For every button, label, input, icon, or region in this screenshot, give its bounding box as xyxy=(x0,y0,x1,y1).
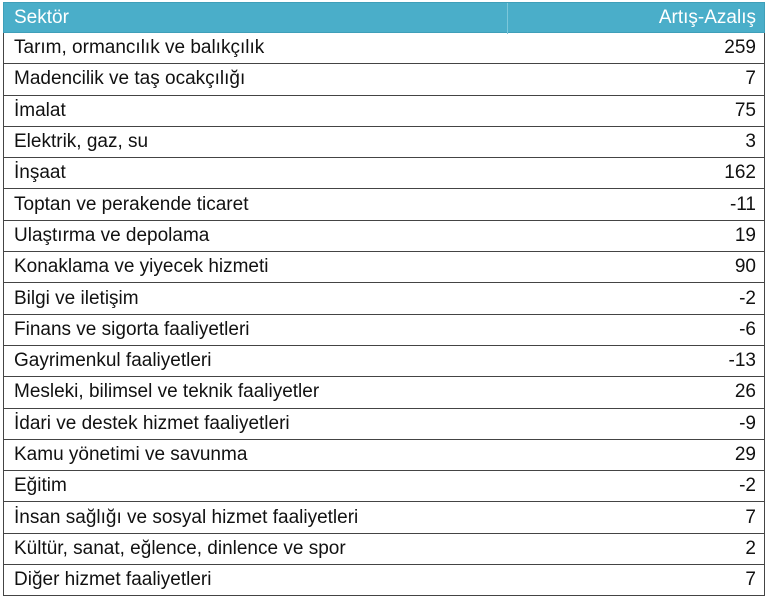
table-row xyxy=(3,221,765,252)
row-value: 90 xyxy=(734,256,756,278)
sector-table xyxy=(3,2,765,596)
row-sector: Ulaştırma ve depolama xyxy=(14,224,210,246)
row-value: -11 xyxy=(729,193,756,215)
row-value: 26 xyxy=(734,381,756,403)
table-row xyxy=(3,127,765,158)
row-value: 19 xyxy=(734,224,756,246)
header-separator xyxy=(507,3,508,34)
row-value: -6 xyxy=(739,318,756,340)
table-row xyxy=(3,96,765,127)
row-sector: Gayrimenkul faaliyetleri xyxy=(14,350,212,372)
row-value: -2 xyxy=(739,475,756,497)
row-value: 7 xyxy=(745,506,756,528)
table-row xyxy=(3,534,765,565)
row-sector: Toptan ve perakende ticaret xyxy=(14,193,249,215)
row-sector: İdari ve destek hizmet faaliyetleri xyxy=(14,412,290,434)
row-value: 3 xyxy=(745,131,756,153)
row-sector: Finans ve sigorta faaliyetleri xyxy=(14,318,250,340)
row-value: 162 xyxy=(724,162,756,184)
table-row xyxy=(3,33,765,64)
row-sector: Eğitim xyxy=(14,475,67,497)
table-row xyxy=(3,189,765,220)
table-header xyxy=(3,2,765,33)
row-value: -13 xyxy=(728,350,756,372)
row-value: 7 xyxy=(745,68,756,90)
table-row xyxy=(3,315,765,346)
row-value: 2 xyxy=(745,537,756,559)
table-row xyxy=(3,440,765,471)
row-value: 29 xyxy=(734,444,756,465)
row-sector: Konaklama ve yiyecek hizmeti xyxy=(14,256,269,278)
row-sector: Mesleki, bilimsel ve teknik faaliyetler xyxy=(14,381,320,403)
row-sector: İnşaat xyxy=(14,162,66,184)
row-sector: Diğer hizmet faaliyetleri xyxy=(14,569,212,591)
row-sector: İmalat xyxy=(14,99,66,121)
row-value: 7 xyxy=(745,569,756,591)
row-value: -2 xyxy=(739,287,756,309)
table-row xyxy=(3,502,765,533)
row-sector: Bilgi ve iletişim xyxy=(14,287,139,309)
header-change: Artış-Azalış xyxy=(658,6,756,28)
row-value: 259 xyxy=(724,37,756,59)
table-row xyxy=(3,377,765,408)
row-sector: Kültür, sanat, eğlence, dinlence ve spor xyxy=(14,537,346,559)
row-sector: Madencilik ve taş ocakçılığı xyxy=(14,68,246,90)
table-row xyxy=(3,346,765,377)
row-sector: Elektrik, gaz, su xyxy=(14,131,149,153)
table-row xyxy=(3,283,765,314)
table-row xyxy=(3,252,765,283)
row-value: -9 xyxy=(739,412,756,434)
row-sector: Kamu yönetimi ve savunma xyxy=(14,444,248,465)
row-sector: İnsan sağlığı ve sosyal hizmet faaliyetleri xyxy=(14,506,359,528)
row-sector: Tarım, ormancılık ve balıkçılık xyxy=(14,37,265,59)
table-row xyxy=(3,158,765,189)
table-row xyxy=(3,471,765,502)
row-value: 75 xyxy=(734,99,756,121)
table-body xyxy=(3,33,765,596)
table-row xyxy=(3,64,765,95)
header-sector: Sektör xyxy=(14,6,69,28)
table-row xyxy=(3,565,765,596)
table-row xyxy=(3,409,765,440)
